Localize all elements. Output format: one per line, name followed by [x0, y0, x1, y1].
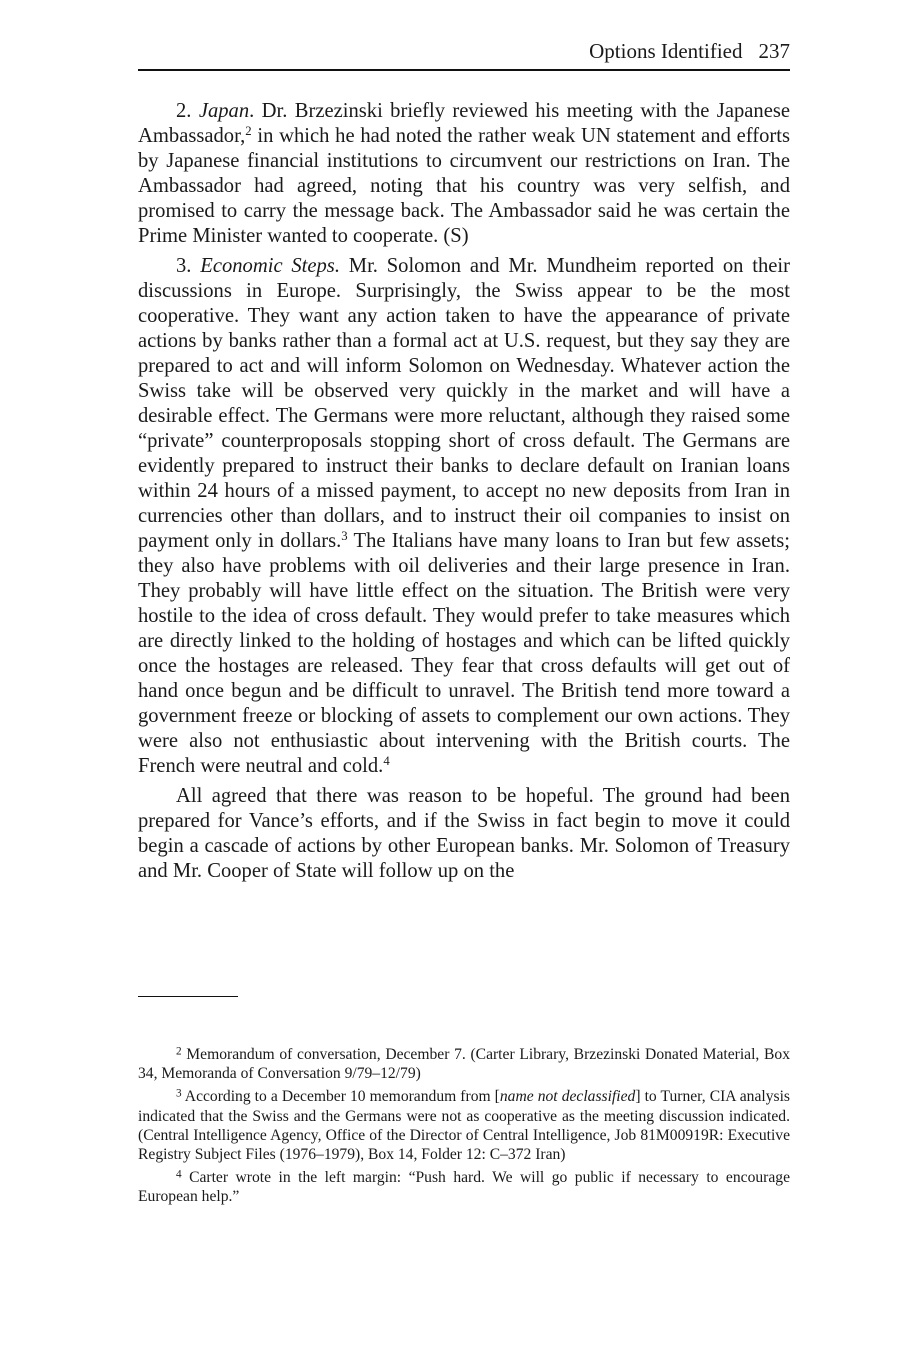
paragraph-text: . Dr. Brzezinski briefly reviewed his meeting with the Japanese Ambassador,: [138, 100, 790, 147]
paragraph-hopeful: All agreed that there was reason to be hopeful. The ground had been prepared for Vance’s efforts, and if the Swiss in fact begin to move it could begin a cascade of actions by other European banks. Mr. Solomon of Treasury and Mr. Cooper of State will follow up on the: [138, 785, 790, 882]
paragraph-text: The Italians have many loans to Iran but few assets; they also have problems with oil deliveries and their large presence in Iran. They probably will have little effect on the situation. The British were very hostile to the idea of cross default. They would prefer to take measures which are directly linked to the holding of hostages and which can be lifted quickly once the hostages are released. They fear that cross defaults will get out of hand once begun and be difficult to unravel. The British tend more toward a government freeze or blocking of assets to complement our own actions. They were also not enthusiastic about intervening with the British courts. The French were neutral and cold.: [138, 530, 791, 777]
footnote-text: Carter wrote in the left margin: “Push hard. We will go public if necessary to encourage European help.”: [138, 1169, 790, 1206]
footnote-ref-2[interactable]: 2: [245, 123, 252, 138]
footnote-ref-4[interactable]: 4: [383, 753, 390, 768]
paragraph-economic-steps: [138, 254, 790, 779]
footnote-redaction-note: name not declassified: [499, 1088, 636, 1106]
footnote-text: According to a December 10 memorandum from [: [181, 1088, 500, 1106]
footnote-number: 2: [176, 1045, 182, 1058]
footnote-ref-3[interactable]: 3: [341, 528, 348, 543]
footnotes: [138, 1045, 790, 1211]
footnote-2: [138, 1045, 790, 1083]
footnote-number: 4: [176, 1168, 182, 1181]
header-rule: [138, 69, 790, 71]
paragraph-text: in which he had noted the rather weak UN statement and efforts by Japanese financial institutions to circumvent our restrictions on Iran. The Ambassador had agreed, noting that his country was very selfish, and promised to carry the message back. The Ambassador said he was certain the Prime Minister wanted to cooperate. (S): [138, 125, 790, 247]
page-number: 237: [758, 39, 790, 63]
running-head: [138, 38, 790, 64]
paragraph-text: Mr. Solomon and Mr. Mundheim reported on their discussions in Europe. Surprisingly, the Swiss appear to be the most cooperative. They want any action taken to have the appearance of private actions by banks rather than a formal act at U.S. request, but they say they are prepared to act and will inform Solomon on Wednesday. Whatever action the Swiss take will be observed very quickly in the market and will have a desirable effect. The Germans were more reluctant, although they raised some “private” counterproposals stopping short of cross default. The Germans are evidently prepared to instruct their banks to declare default on Iranian loans within 24 hours of a missed payment, to accept no new deposits from Iran in currencies other than dollars, and to instruct their oil companies to insist on payment only in dollars.: [138, 255, 790, 552]
paragraph-japan: [138, 99, 790, 249]
footnote-3: [138, 1087, 790, 1164]
section-number: 2.: [176, 100, 192, 122]
footnote-text: Memorandum of conversation, December 7. (Carter Library, Brzezinski Donated Material, Box 34, Memoranda of Conversation 9/79–12/79): [138, 1046, 790, 1083]
footnote-4: [138, 1168, 790, 1206]
footnote-rule: [138, 996, 238, 997]
body-text: [138, 99, 790, 884]
section-label: Japan: [198, 100, 250, 122]
section-label: Economic Steps.: [200, 255, 340, 277]
footnote-text: ] to Turner, CIA analysis indicated that the Swiss and the Germans were not as cooperative as the meeting discussion indicated. (Central Intelligence Agency, Office of the Director of Central Intelligence, Job 81M00919R: Executive Registry Subject Files (1976–1979), Box 14, Folder 12: C–372 Iran): [138, 1088, 790, 1164]
running-title: Options Identified: [589, 39, 743, 63]
section-number: 3.: [176, 255, 192, 277]
footnote-number: 3: [176, 1087, 182, 1100]
